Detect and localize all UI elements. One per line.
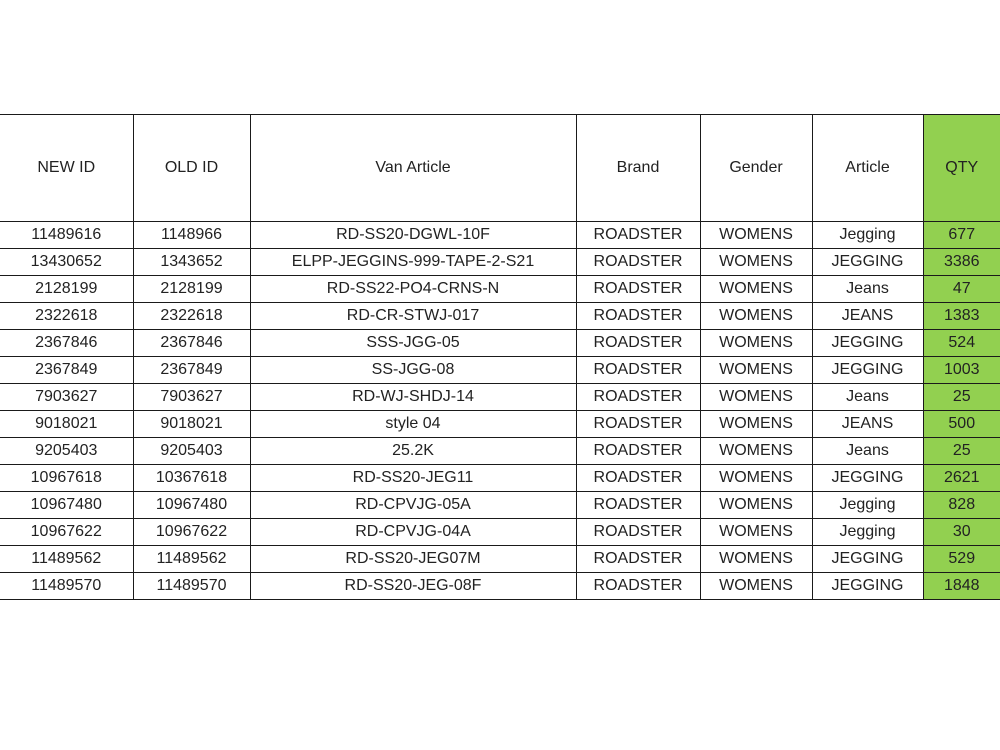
cell-new-id[interactable]: 2367846 [0, 330, 133, 357]
table-row [0, 303, 1000, 330]
cell-old-id[interactable]: 2367849 [133, 357, 250, 384]
cell-new-id[interactable]: 2322618 [0, 303, 133, 330]
cell-new-id[interactable]: 11489562 [0, 546, 133, 573]
cell-qty[interactable]: 524 [923, 330, 1000, 357]
cell-van-article[interactable]: style 04 [250, 411, 576, 438]
cell-gender[interactable]: WOMENS [700, 303, 812, 330]
cell-brand[interactable]: ROADSTER [576, 573, 700, 600]
header-brand[interactable]: Brand [576, 115, 700, 222]
cell-article[interactable]: Jegging [812, 519, 923, 546]
cell-qty[interactable]: 1848 [923, 573, 1000, 600]
header-article[interactable]: Article [812, 115, 923, 222]
cell-gender[interactable]: WOMENS [700, 546, 812, 573]
table-row [0, 438, 1000, 465]
cell-new-id[interactable]: 7903627 [0, 384, 133, 411]
cell-qty[interactable]: 3386 [923, 249, 1000, 276]
table-row [0, 357, 1000, 384]
cell-gender[interactable]: WOMENS [700, 573, 812, 600]
cell-article[interactable]: JEANS [812, 411, 923, 438]
cell-qty[interactable]: 25 [923, 438, 1000, 465]
cell-brand[interactable]: ROADSTER [576, 357, 700, 384]
cell-brand[interactable]: ROADSTER [576, 411, 700, 438]
cell-old-id[interactable]: 10967622 [133, 519, 250, 546]
cell-old-id[interactable]: 10367618 [133, 465, 250, 492]
cell-van-article[interactable]: RD-SS20-JEG-08F [250, 573, 576, 600]
cell-old-id[interactable]: 10967480 [133, 492, 250, 519]
cell-article[interactable]: JEANS [812, 303, 923, 330]
table-row [0, 249, 1000, 276]
cell-new-id[interactable]: 2367849 [0, 357, 133, 384]
cell-van-article[interactable]: ELPP-JEGGINS-999-TAPE-2-S21 [250, 249, 576, 276]
cell-brand[interactable]: ROADSTER [576, 276, 700, 303]
cell-new-id[interactable]: 13430652 [0, 249, 133, 276]
table-row [0, 465, 1000, 492]
cell-van-article[interactable]: RD-SS20-JEG11 [250, 465, 576, 492]
cell-article[interactable]: JEGGING [812, 465, 923, 492]
cell-article[interactable]: Jegging [812, 222, 923, 249]
cell-old-id[interactable]: 7903627 [133, 384, 250, 411]
table-row [0, 411, 1000, 438]
cell-van-article[interactable]: RD-SS20-JEG07M [250, 546, 576, 573]
cell-brand[interactable]: ROADSTER [576, 330, 700, 357]
cell-qty[interactable]: 677 [923, 222, 1000, 249]
cell-old-id[interactable]: 9018021 [133, 411, 250, 438]
table-body [0, 222, 1000, 600]
cell-new-id[interactable]: 11489570 [0, 573, 133, 600]
cell-qty[interactable]: 2621 [923, 465, 1000, 492]
header-new-id[interactable]: NEW ID [0, 115, 133, 222]
cell-qty[interactable]: 25 [923, 384, 1000, 411]
table-row [0, 276, 1000, 303]
cell-gender[interactable]: WOMENS [700, 438, 812, 465]
cell-new-id[interactable]: 11489616 [0, 222, 133, 249]
table-row [0, 519, 1000, 546]
cell-old-id[interactable]: 1148966 [133, 222, 250, 249]
cell-old-id[interactable]: 2367846 [133, 330, 250, 357]
cell-old-id[interactable]: 11489562 [133, 546, 250, 573]
cell-gender[interactable]: WOMENS [700, 411, 812, 438]
cell-qty[interactable]: 828 [923, 492, 1000, 519]
cell-new-id[interactable]: 10967480 [0, 492, 133, 519]
cell-brand[interactable]: ROADSTER [576, 249, 700, 276]
cell-article[interactable]: Jeans [812, 438, 923, 465]
cell-new-id[interactable]: 10967622 [0, 519, 133, 546]
table-row [0, 573, 1000, 600]
cell-gender[interactable]: WOMENS [700, 519, 812, 546]
cell-article[interactable]: JEGGING [812, 357, 923, 384]
cell-brand[interactable]: ROADSTER [576, 303, 700, 330]
cell-gender[interactable]: WOMENS [700, 357, 812, 384]
cell-qty[interactable]: 529 [923, 546, 1000, 573]
cell-gender[interactable]: WOMENS [700, 384, 812, 411]
header-van-article[interactable]: Van Article [250, 115, 576, 222]
cell-van-article[interactable]: RD-CR-STWJ-017 [250, 303, 576, 330]
cell-article[interactable]: JEGGING [812, 330, 923, 357]
cell-brand[interactable]: ROADSTER [576, 519, 700, 546]
cell-brand[interactable]: ROADSTER [576, 438, 700, 465]
header-qty[interactable]: QTY [923, 115, 1000, 222]
cell-van-article[interactable]: RD-CPVJG-04A [250, 519, 576, 546]
table-row [0, 546, 1000, 573]
cell-qty[interactable]: 30 [923, 519, 1000, 546]
cell-qty[interactable]: 1383 [923, 303, 1000, 330]
cell-gender[interactable]: WOMENS [700, 465, 812, 492]
cell-article[interactable]: Jeans [812, 384, 923, 411]
cell-van-article[interactable]: RD-WJ-SHDJ-14 [250, 384, 576, 411]
cell-qty[interactable]: 1003 [923, 357, 1000, 384]
cell-old-id[interactable]: 11489570 [133, 573, 250, 600]
cell-old-id[interactable]: 2128199 [133, 276, 250, 303]
table-row [0, 222, 1000, 249]
cell-article[interactable]: JEGGING [812, 249, 923, 276]
cell-gender[interactable]: WOMENS [700, 222, 812, 249]
cell-gender[interactable]: WOMENS [700, 492, 812, 519]
cell-old-id[interactable]: 2322618 [133, 303, 250, 330]
cell-brand[interactable]: ROADSTER [576, 546, 700, 573]
cell-qty[interactable]: 47 [923, 276, 1000, 303]
cell-old-id[interactable]: 1343652 [133, 249, 250, 276]
cell-van-article[interactable]: SS-JGG-08 [250, 357, 576, 384]
cell-gender[interactable]: WOMENS [700, 249, 812, 276]
cell-new-id[interactable]: 9018021 [0, 411, 133, 438]
cell-gender[interactable]: WOMENS [700, 330, 812, 357]
table-row [0, 492, 1000, 519]
cell-brand[interactable]: ROADSTER [576, 492, 700, 519]
cell-qty[interactable]: 500 [923, 411, 1000, 438]
cell-van-article[interactable]: RD-SS22-PO4-CRNS-N [250, 276, 576, 303]
cell-article[interactable]: Jegging [812, 492, 923, 519]
cell-van-article[interactable]: SSS-JGG-05 [250, 330, 576, 357]
header-old-id[interactable]: OLD ID [133, 115, 250, 222]
cell-brand[interactable]: ROADSTER [576, 222, 700, 249]
cell-article[interactable]: Jeans [812, 276, 923, 303]
cell-van-article[interactable]: 25.2K [250, 438, 576, 465]
cell-van-article[interactable]: RD-SS20-DGWL-10F [250, 222, 576, 249]
cell-article[interactable]: JEGGING [812, 573, 923, 600]
cell-old-id[interactable]: 9205403 [133, 438, 250, 465]
cell-gender[interactable]: WOMENS [700, 276, 812, 303]
header-row [0, 115, 1000, 222]
cell-brand[interactable]: ROADSTER [576, 384, 700, 411]
inventory-table [0, 114, 1000, 600]
cell-new-id[interactable]: 10967618 [0, 465, 133, 492]
header-gender[interactable]: Gender [700, 115, 812, 222]
table-header [0, 115, 1000, 222]
cell-new-id[interactable]: 2128199 [0, 276, 133, 303]
cell-van-article[interactable]: RD-CPVJG-05A [250, 492, 576, 519]
cell-brand[interactable]: ROADSTER [576, 465, 700, 492]
spreadsheet-table [0, 114, 1000, 594]
table-row [0, 384, 1000, 411]
cell-article[interactable]: JEGGING [812, 546, 923, 573]
table-row [0, 330, 1000, 357]
cell-new-id[interactable]: 9205403 [0, 438, 133, 465]
